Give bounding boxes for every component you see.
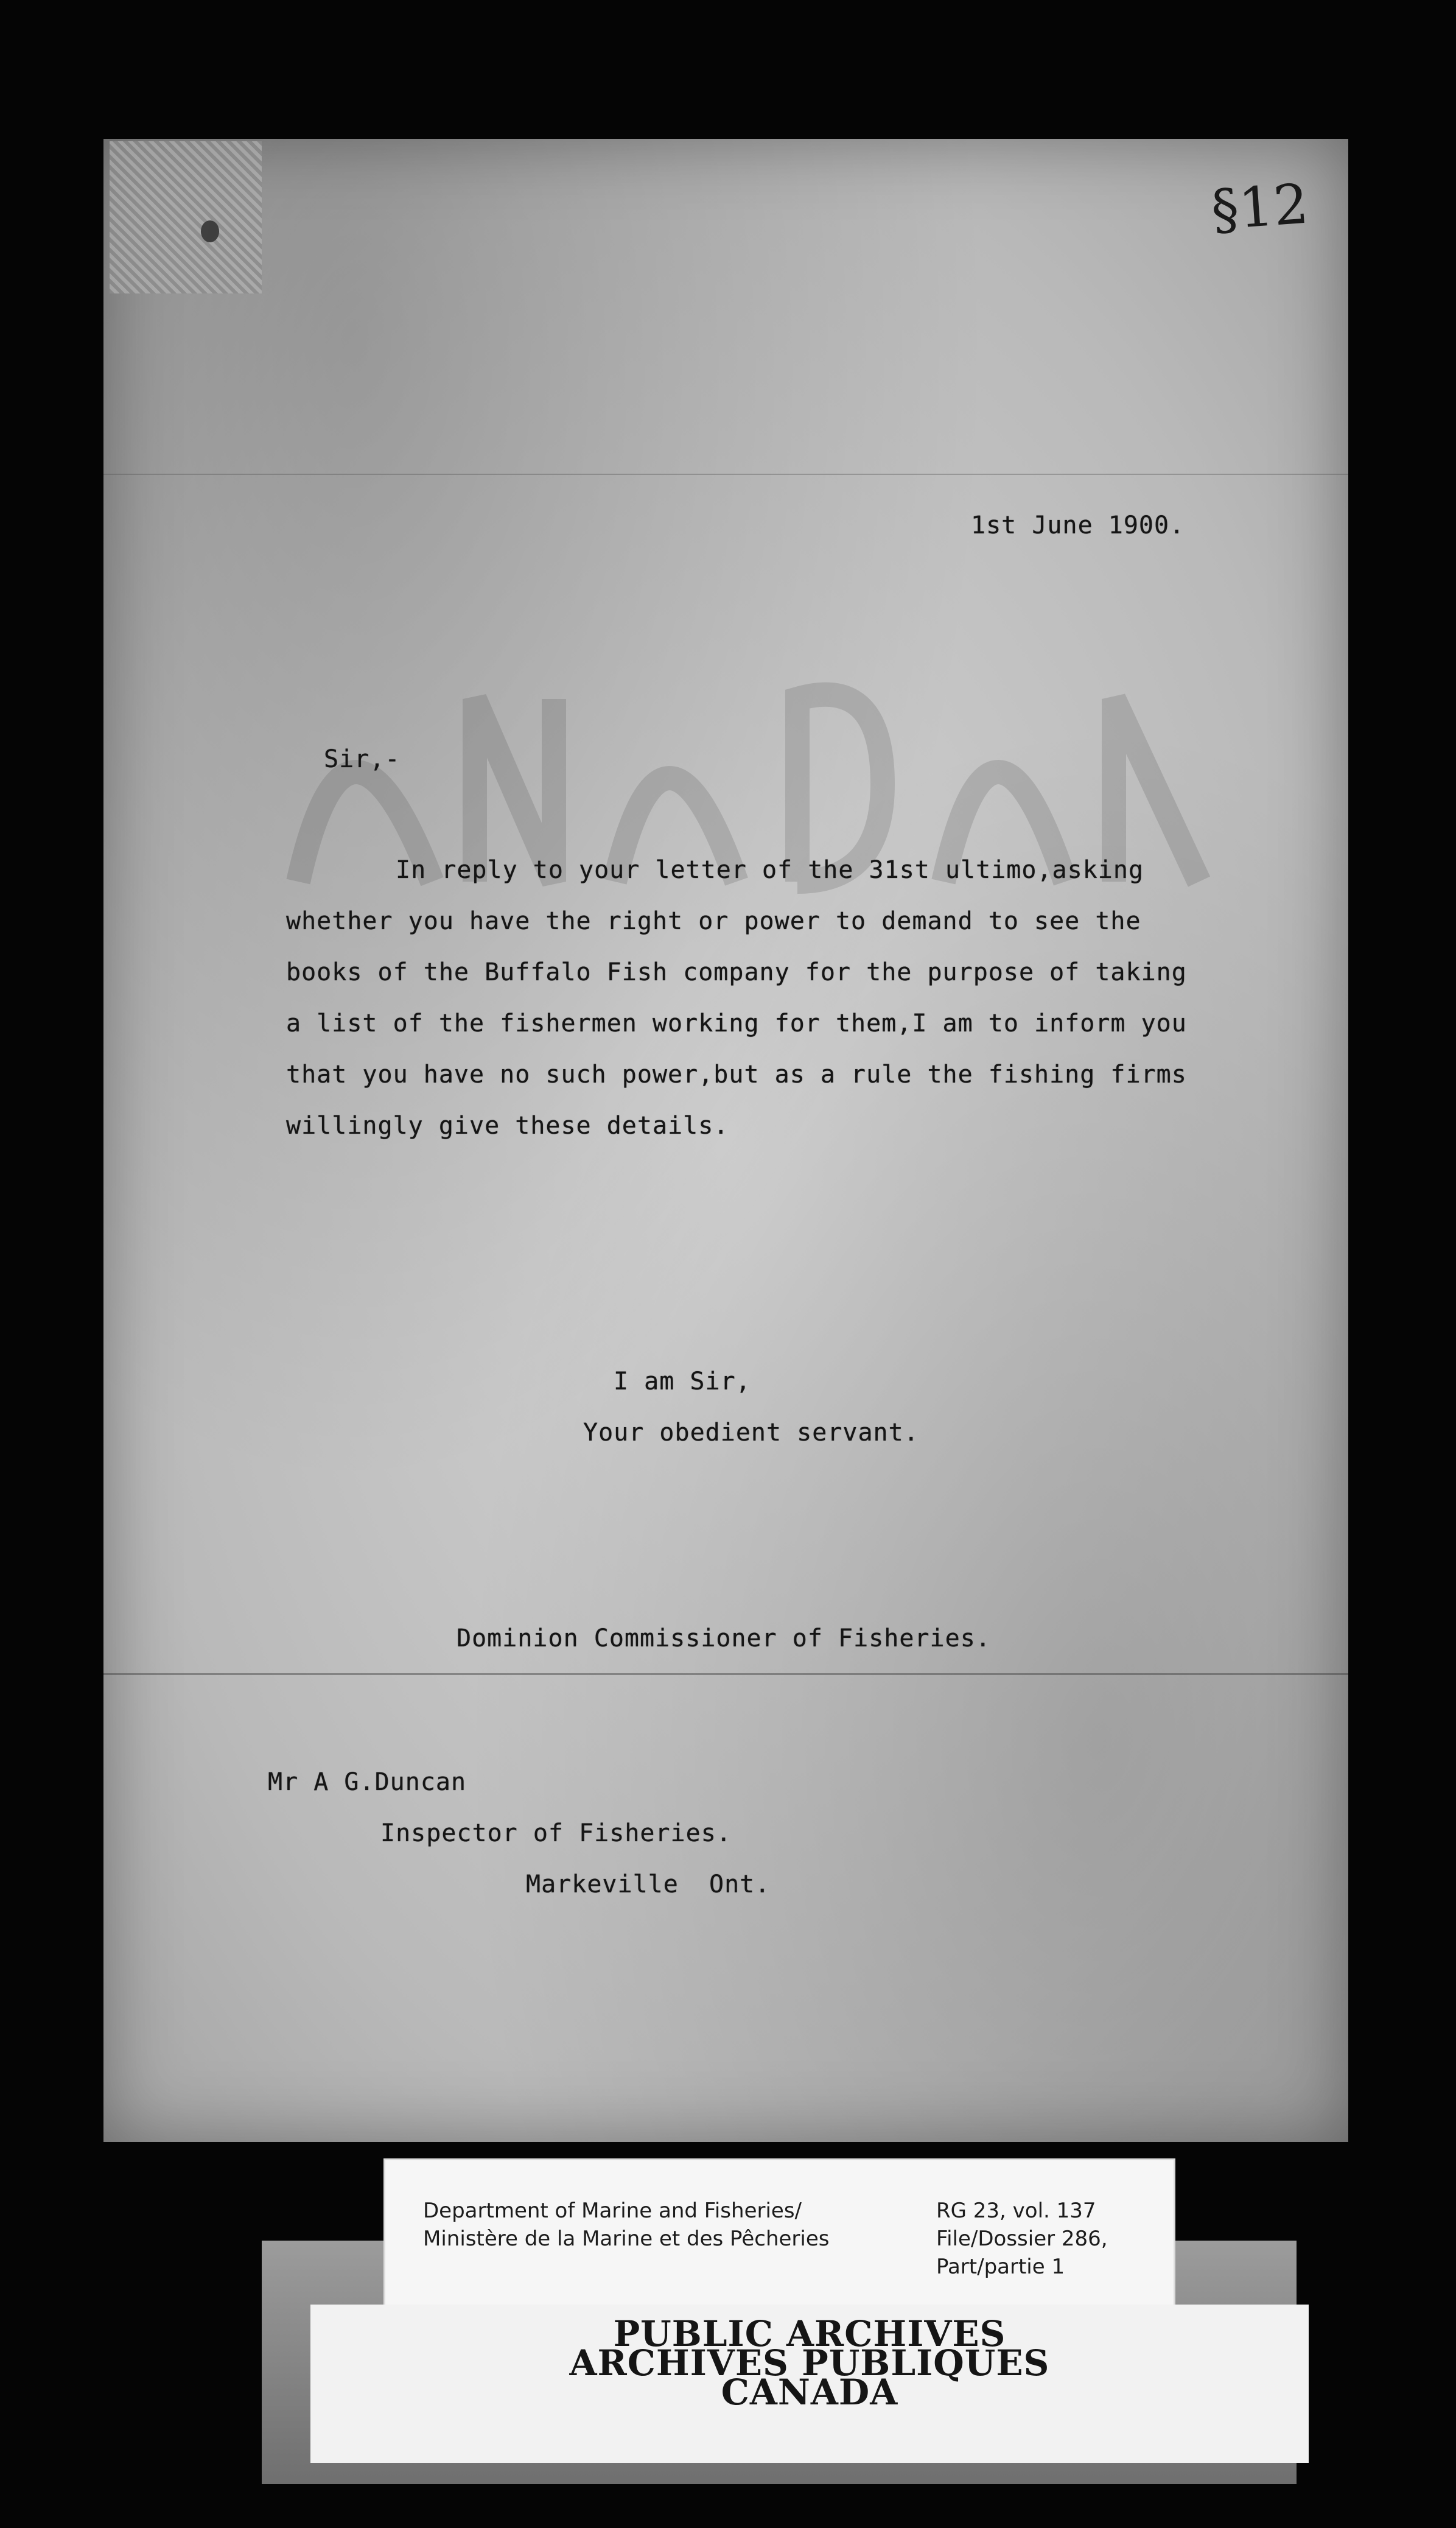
- body-line: In reply to your letter of the 31st ultimo,asking: [396, 856, 1144, 884]
- archive-reference-label: [383, 2158, 1175, 2320]
- body-line: books of the Buffalo Fish company for the purpose of taking: [286, 958, 1187, 986]
- reference-number: [936, 2197, 1108, 2281]
- department-name: [423, 2197, 829, 2253]
- public-archives-stamp: [310, 2305, 1309, 2463]
- closing-line: Your obedient servant.: [583, 1419, 919, 1447]
- addressee-name: Mr A G.Duncan: [268, 1768, 467, 1796]
- fold-line: [103, 1673, 1348, 1675]
- stamp-line-english: PUBLIC ARCHIVES: [613, 2313, 1006, 2354]
- department-english: Department of Marine and Fisheries/: [423, 2199, 802, 2223]
- salutation: Sir,-: [324, 745, 401, 773]
- body-line: whether you have the right or power to demand to see the: [286, 907, 1141, 935]
- letter-page: [103, 139, 1348, 2142]
- record-group: RG 23, vol. 137: [936, 2199, 1096, 2223]
- closing-line: I am Sir,: [614, 1368, 751, 1396]
- department-french: Ministère de la Marine et des Pêcheries: [423, 2227, 830, 2251]
- stamp-line-country: CANADA: [721, 2372, 898, 2413]
- body-line: a list of the fishermen working for them,I am to inform you: [286, 1009, 1187, 1038]
- addressee-location: Markeville Ont.: [526, 1870, 771, 1898]
- signature-title: Dominion Commissioner of Fisheries.: [457, 1624, 991, 1652]
- fold-line: [103, 474, 1348, 475]
- file-number: File/Dossier 286,: [936, 2227, 1108, 2251]
- corner-stamp: [110, 141, 262, 293]
- letter-date: 1st June 1900.: [971, 511, 1185, 539]
- addressee-title: Inspector of Fisheries.: [380, 1819, 732, 1847]
- stamp-line-french: ARCHIVES PUBLIQUES: [569, 2342, 1050, 2384]
- archive-mark: §12: [1209, 172, 1311, 243]
- body-line: that you have no such power,but as a rule the fishing firms: [286, 1061, 1187, 1089]
- ink-blot: [201, 220, 219, 242]
- body-line: willingly give these details.: [286, 1112, 729, 1140]
- part-number: Part/partie 1: [936, 2255, 1065, 2279]
